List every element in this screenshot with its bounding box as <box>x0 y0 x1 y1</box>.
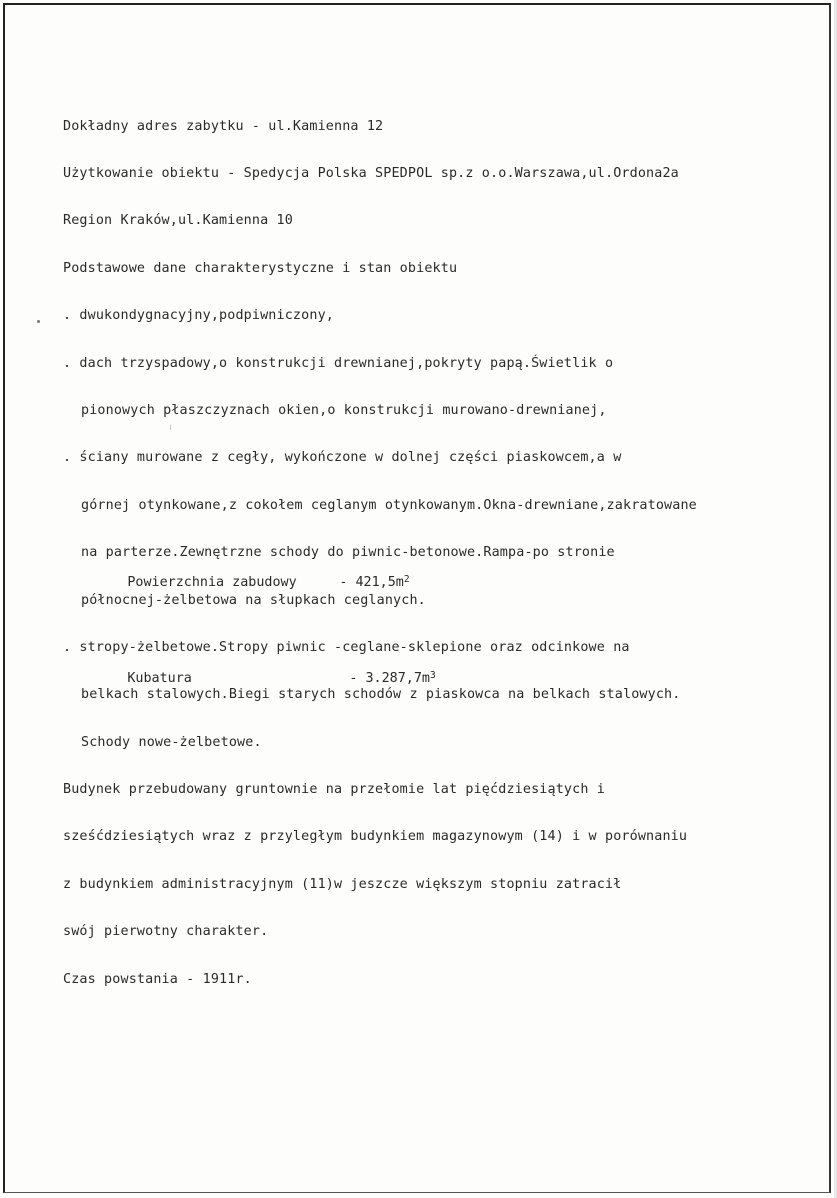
history-line-1: Budynek przebudowany gruntownie na przełomie lat pięćdziesiątych i <box>63 782 605 798</box>
bullet-walls: . ściany murowane z cegły, wykończone w dolnej części piaskowcem,a w <box>63 450 622 466</box>
stray-ink-dot <box>37 320 40 323</box>
history-line-3: z budynkiem administracyjnym (11)w jeszcze większym stopniu zatracił <box>63 876 622 892</box>
bullet-ceilings-cont-2: Schody nowe-żelbetowe. <box>81 734 262 750</box>
bullet-ceilings: . stropy-żelbetowe.Stropy piwnic -ceglane-sklepione oraz odcinkowe na <box>63 639 630 655</box>
history-line-2: sześćdziesiątych wraz z przyległym budynkiem magazynowym (14) i w porównaniu <box>63 829 688 845</box>
building-stats <box>79 471 436 727</box>
bullet-walls-cont-3: północnej-żelbetowa na słupkach ceglanych. <box>81 592 426 608</box>
bullet-roof: . dach trzyspadowy,o konstrukcji drewnianej,pokryty papą.Świetlik o <box>63 355 614 371</box>
section-heading: Podstawowe dane charakterystyczne i stan obiektu <box>63 260 458 276</box>
volume-number: - 3.287,7m <box>349 671 430 686</box>
construction-date-line: Czas powstania - 1911r. <box>63 971 252 987</box>
square-exponent: 2 <box>403 574 410 585</box>
bullet-ceilings-cont-1: belkach stalowych.Biegi starych schodów z piaskowca na belkach stalowych. <box>81 687 681 703</box>
volume-label: Kubatura <box>127 671 192 686</box>
document-page <box>3 3 831 1193</box>
bullet-roof-cont: pionowych płaszczyznach okien,o konstrukcji murowano-drewnianej, <box>81 402 607 418</box>
address-line: Dokładny adres zabytku - ul.Kamienna 12 <box>63 118 384 134</box>
built-area-value <box>339 567 409 600</box>
built-area-label: Powierzchnia zabudowy <box>127 575 297 590</box>
bullet-walls-cont-2: na parterze.Zewnętrzne schody do piwnic-betonowe.Rampa-po stronie <box>81 545 615 561</box>
usage-line-cont: Region Kraków,ul.Kamienna 10 <box>63 213 293 229</box>
stat-built-area <box>79 535 436 590</box>
usage-line: Użytkowanie obiektu - Spedycja Polska SPEDPOL sp.z o.o.Warszawa,ul.Ordona2a <box>63 165 679 181</box>
cubic-exponent: 3 <box>430 670 436 681</box>
bullet-walls-cont-1: górnej otynkowane,z cokołem ceglanym otynkowanym.Okna-drewniane,zakratowane <box>81 497 697 513</box>
stray-paper-mark <box>170 425 171 430</box>
bullet-storeys: . dwukondygnacyjny,podpiwniczony, <box>63 308 334 324</box>
history-line-4: swój pierwotny charakter. <box>63 924 269 940</box>
volume-value <box>349 663 435 696</box>
stat-volume <box>79 631 436 686</box>
built-area-number: - 421,5m <box>339 575 404 590</box>
